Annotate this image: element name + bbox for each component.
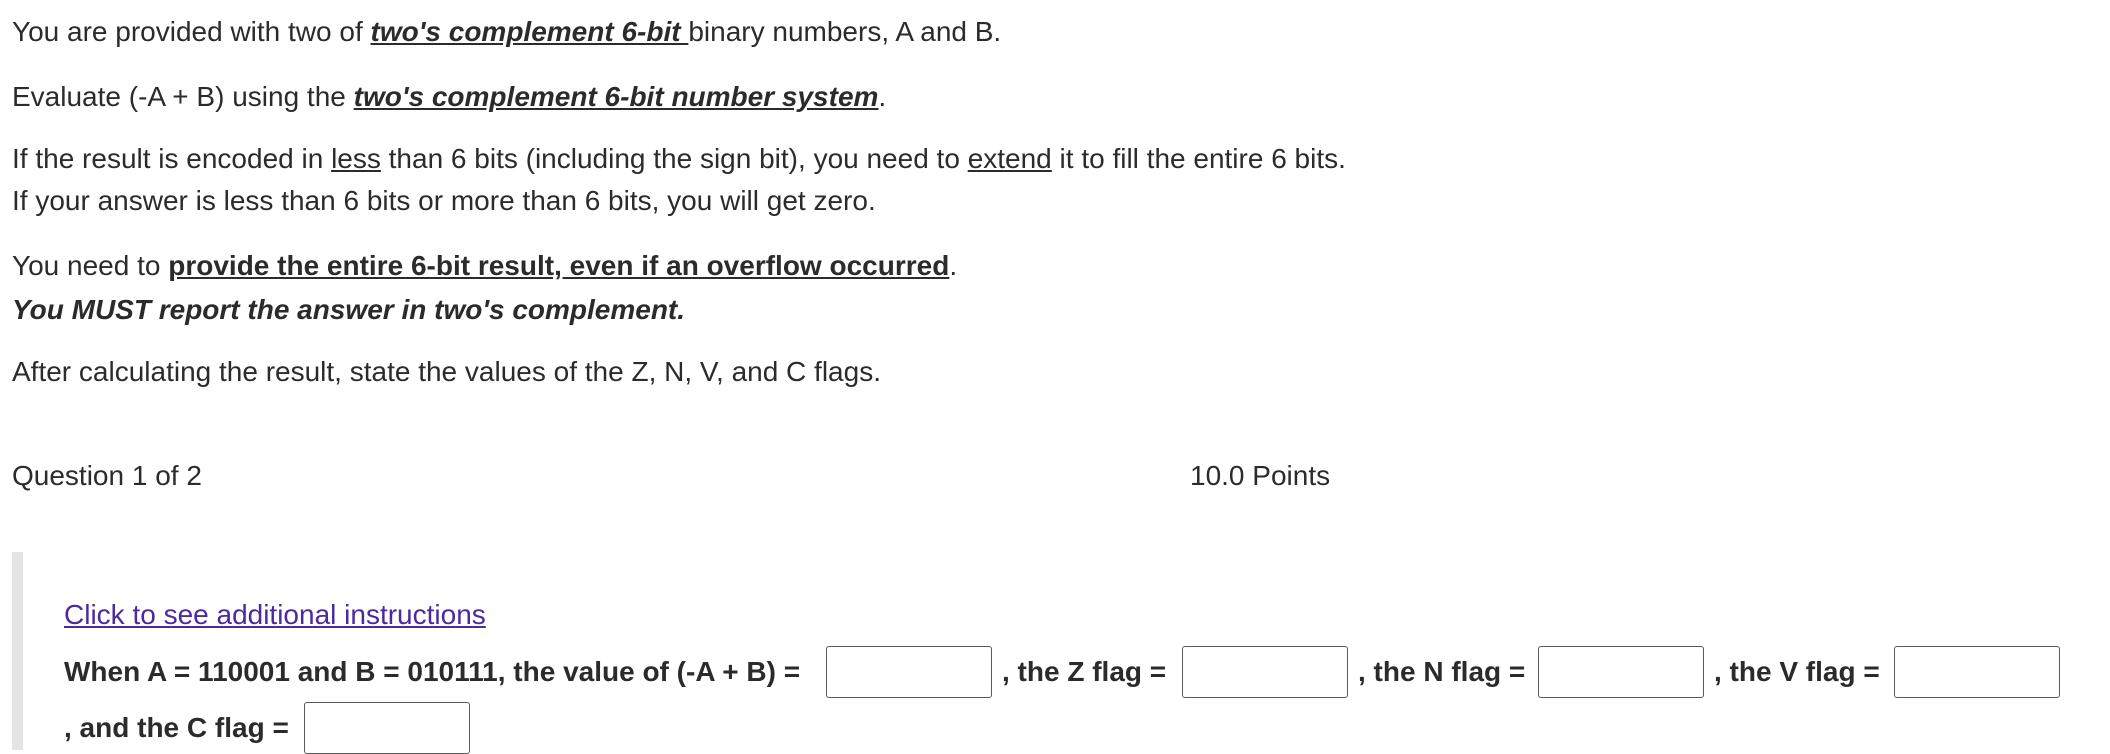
underlined-text: less (331, 143, 381, 174)
underlined-text: extend (967, 143, 1052, 174)
instruction-text: . (949, 250, 958, 281)
instruction-line-2 (12, 79, 886, 115)
instruction-line-6 (12, 292, 685, 328)
question-prompt: When A = 110001 and B = 010111, the value of (-A + B) = (64, 656, 801, 687)
instruction-line-7 (12, 354, 881, 390)
additional-instructions-link[interactable]: Click to see additional instructions (64, 599, 486, 630)
emphasis-text: two's complement 6-bit (370, 16, 689, 47)
instruction-text: If the result is encoded in (12, 143, 332, 174)
result-answer-input[interactable] (826, 646, 992, 698)
question-panel-border (12, 552, 23, 750)
v-flag-input[interactable] (1894, 646, 2060, 698)
instruction-line-5 (12, 248, 957, 284)
instruction-text: You need to (12, 250, 169, 281)
emphasis-text: provide the entire 6-bit result, even if an overflow occurred (168, 250, 950, 281)
v-flag-label: , the V flag = (1714, 656, 1880, 687)
n-flag-label: , the N flag = (1358, 656, 1526, 687)
instruction-text: binary numbers, A and B. (688, 16, 1002, 47)
c-flag-label: , and the C flag = (64, 712, 289, 743)
question-points: 10.0 Points (1190, 460, 1331, 491)
instruction-text: . (878, 81, 887, 112)
instruction-text: After calculating the result, state the values of the Z, N, V, and C flags. (12, 356, 881, 387)
instruction-text: You are provided with two of (12, 16, 371, 47)
emphasis-text: two's complement 6-bit number system (353, 81, 879, 112)
instruction-line-4 (12, 183, 876, 219)
question-counter: Question 1 of 2 (12, 460, 202, 491)
z-flag-input[interactable] (1182, 646, 1348, 698)
n-flag-input[interactable] (1538, 646, 1704, 698)
c-flag-input[interactable] (304, 702, 470, 754)
instruction-text: than 6 bits (including the sign bit), you need to (380, 143, 968, 174)
instruction-text: If your answer is less than 6 bits or more than 6 bits, you will get zero. (12, 185, 876, 216)
instruction-line-3 (12, 141, 1346, 177)
instruction-text: Evaluate (-A + B) using the (12, 81, 354, 112)
instruction-text: You MUST report the answer in two's complement. (12, 294, 686, 325)
z-flag-label: , the Z flag = (1002, 656, 1167, 687)
instruction-line-1 (12, 14, 1001, 50)
instruction-text: it to fill the entire 6 bits. (1051, 143, 1346, 174)
